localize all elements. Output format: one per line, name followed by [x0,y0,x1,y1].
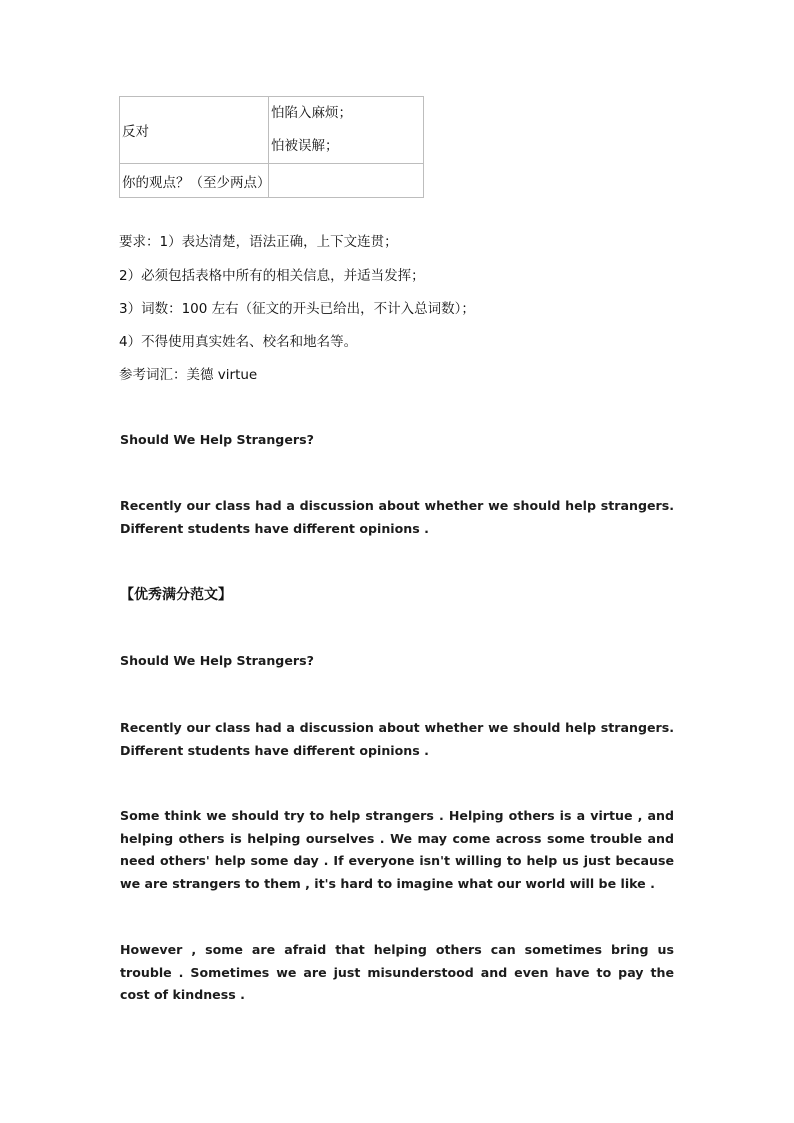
table-cell-label: 反对 [120,97,269,164]
requirement-line: 3）词数：100 左右（征文的开头已给出，不计入总词数）； [119,301,475,317]
sample-title: Should We Help Strangers? [120,653,314,668]
cell-line: 怕被误解； [271,138,339,154]
cell-line: 怕陷入麻烦； [271,105,352,121]
table-cell-content [269,97,424,164]
sample-paragraph: Recently our class had a discussion about whether we should help strangers. Different students have different opinions . [120,720,674,758]
requirement-line: 4）不得使用真实姓名、校名和地名等。 [119,334,358,350]
reference-vocabulary: 参考词汇：美德 virtue [119,367,258,383]
table-row [120,164,424,198]
requirement-line: 要求：1）表达清楚，语法正确，上下文连贯； [119,234,398,250]
table-cell-label: 你的观点？（至少两点） [120,164,269,198]
table-row [120,97,424,164]
sample-heading: 【优秀满分范文】 [120,587,232,603]
requirement-line: 2）必须包括表格中所有的相关信息，并适当发挥； [119,268,425,284]
sample-paragraph: Some think we should try to help strangers . Helping others is a virtue , and helping others is helping ourselves . We may come across some trouble and need others' help some day . If everyone isn't willing to help us just because we are strangers to them , it's hard to imagine what our world will be like . [120,808,674,891]
opinion-table [119,96,424,198]
table-cell-content [269,164,424,198]
prompt-title: Should We Help Strangers? [120,432,314,447]
sample-paragraph: However , some are afraid that helping others can sometimes bring us trouble . Sometimes we are just misunderstood and even have to pay the cost of kindness . [120,942,674,1002]
prompt-intro: Recently our class had a discussion about whether we should help strangers. Different students have different opinions . [120,498,674,536]
